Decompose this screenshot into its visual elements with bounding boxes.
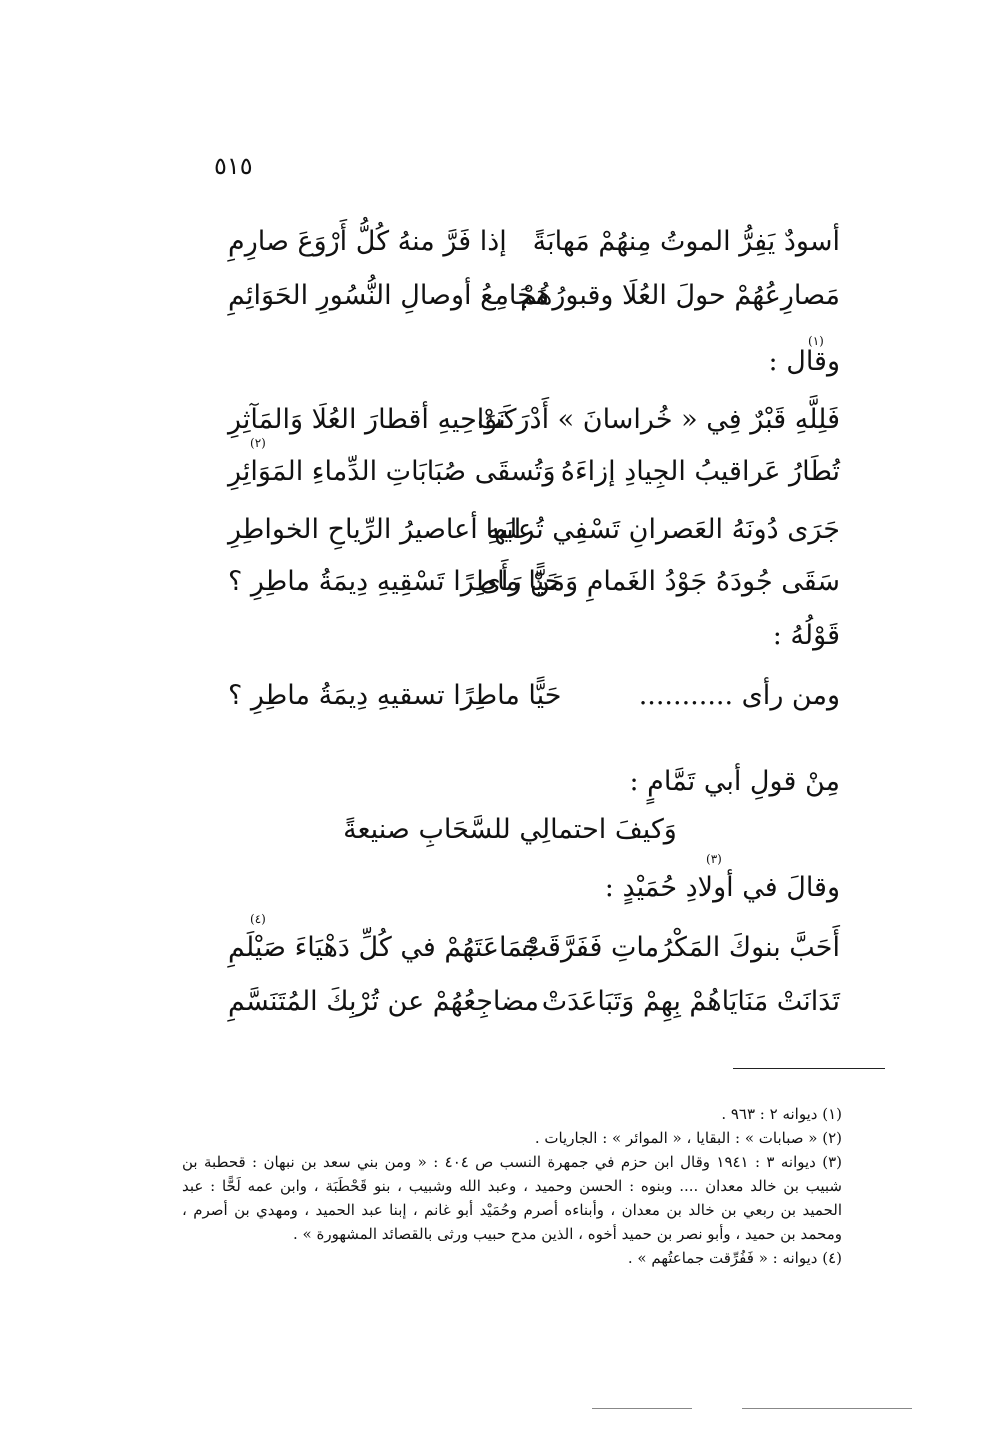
verse-hemistich-right: تُطَارُ عَراقيبُ الجِيادِ إزاءَهُ	[560, 456, 840, 487]
scan-mark	[742, 1408, 912, 1409]
footnote-ref-2: (٢)	[250, 436, 266, 450]
verse-hemistich-left: عليهِ أعاصيرُ الرِّياحِ الخواطِرِ	[228, 514, 535, 545]
verse-hemistich-right: تَدَانَتْ مَنَايَاهُمْ بِهِمْ وَتَبَاعَدَتْ	[541, 986, 840, 1017]
verse-hemistich-left: مَجَامِعُ أوصالِ النُّسُورِ الحَوَائِمِ	[228, 280, 550, 311]
verse-line-5	[200, 510, 840, 558]
single-verse: وَكيفَ احتمالِي للسَّحَابِ صنيعةً	[343, 814, 677, 845]
verse-hemistich-right: أسودٌ يَفِرُّ الموتُ مِنهُمْ مَهابَةً	[532, 226, 840, 257]
verse-hemistich-left: حَيًّا ماطِرًا تسقيهِ دِيمَةُ ماطِرِ ؟	[228, 680, 562, 711]
page-number: ٥١٥	[214, 152, 253, 180]
verse-line-3	[200, 400, 840, 448]
section-intro: وقالَ في أولادِ حُمَيْدٍ :	[604, 872, 840, 903]
footnote-divider	[733, 1068, 885, 1069]
footnote-ref-4: (٤)	[250, 912, 266, 926]
footnote-3: (٣) ديوانه ٣ : ١٩٤١ وقال ابن حزم في جمهرة النسب ص ٤٠٤ : « ومن بني سعد بن نبهان : قحطبة بن شبيب بن خالد معدان .... وبنوه : الحسن وحميد ، وعبد الله وشبيب ، بنو قَحْطَبَة ، وابن عمه لَحًّا : عبد الحميد بن ربعي بن خالد بن معدان ، وأبناءه أصرم وحُمَيْد أبو غانم ، إبنا عبد الحميد ، ومهدي بن أصرم ، ومحمد بن حميد ، وأبو نصر بن حميد أخوه ، الذين مدح حبيب ورثى بالقصائد المشهورة » .	[182, 1153, 842, 1243]
footnotes	[182, 1102, 842, 1270]
verse-line-4	[200, 452, 840, 500]
section-intro: وقال :	[768, 346, 840, 377]
verse-hemistich-right: سَقَى جُودَهُ جَوْدُ الغَمامِ وَمَنْ رَأَى	[479, 566, 840, 597]
verse-hemistich-right: مَصارِعُهُمْ حولَ العُلَا وقبورُهُمْ	[520, 280, 840, 311]
verse-hemistich-left: وَتُسقَى صُبَابَاتِ الدِّماءِ المَوَائِرِ	[228, 456, 556, 487]
verse-hemistich-right: ومن رأى ...........	[638, 680, 840, 711]
verse-hemistich-left: مضاجِعُهُمْ عن تُرْبِكَ المُتَنَسَّمِ	[228, 986, 540, 1017]
verse-hemistich-right: أَحَبَّ بنوكَ المَكْرُماتِ فَفَرَّقَتْ	[521, 932, 840, 963]
verse-hemistich-left: نَوَاحِيهِ أقطارَ العُلَا وَالمَآثِرِ	[228, 404, 506, 435]
verse-line-2	[200, 276, 840, 324]
scan-mark	[592, 1408, 692, 1409]
verse-hemistich-right: جَرَى دُونَهُ العَصرانِ تَسْفِي تُرابَها	[485, 514, 840, 545]
verse-hemistich-right: فَلِلَّهِ قَبْرٌ فِي « خُراسانَ » أَدْرَكَتْ	[477, 404, 840, 435]
verse-hemistich-left: جَمَاعَتَهُمْ في كُلِّ دَهْيَاءَ صَيْلَمِ	[228, 932, 540, 963]
section-intro: قَوْلُهُ :	[772, 620, 840, 651]
verse-line-6	[200, 562, 840, 610]
verse-hemistich-left: حَيًّا ماطِرًا تَسْقِيهِ دِيمَةُ ماطِرِ ؟	[228, 566, 562, 597]
verse-hemistich-left: إذا فَرَّ منهُ كُلُّ أَرْوَعَ صارِمِ	[228, 226, 507, 257]
verse-line-8	[200, 982, 840, 1030]
footnote-4: (٤) ديوانه : « فَفُرِّقت جماعتُهم » .	[627, 1249, 842, 1267]
verse-line-7	[200, 928, 840, 976]
footnote-2: (٢) « صبابات » : البقايا ، « الموائر » : الجاريات .	[534, 1129, 842, 1147]
footnote-ref-1: (١)	[808, 334, 824, 348]
quoted-line	[200, 676, 840, 724]
section-intro: مِنْ قولِ أبي تَمَّامٍ :	[629, 766, 840, 797]
verse-line-1	[200, 222, 840, 270]
footnote-ref-3: (٣)	[706, 852, 722, 866]
footnote-1: (١) ديوانه ٢ : ٩٦٣ .	[721, 1105, 842, 1123]
